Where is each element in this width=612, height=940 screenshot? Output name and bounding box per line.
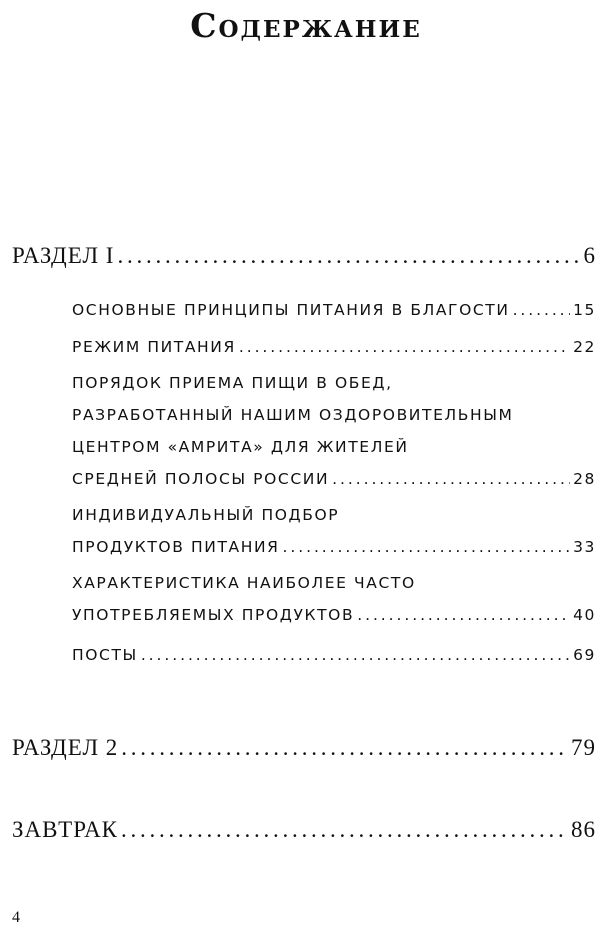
toc-entry-page: 69 [573,646,596,664]
toc-entry-continuation-line: ИНДИВИДУАЛЬНЫЙ ПОДБОР [72,506,340,524]
toc-entry-label: УПОТРЕБЛЯЕМЫХ ПРОДУКТОВ [72,606,355,624]
dot-leader [513,301,571,319]
toc-entry-principles[interactable] [72,301,596,319]
toc-entry-products[interactable] [72,606,596,624]
toc-entry-page: 22 [573,338,596,356]
toc-entry-label: ПРОДУКТОВ ПИТАНИЯ [72,538,280,556]
toc-entry-individual-selection[interactable] [72,538,596,556]
toc-entry-section-1[interactable] [12,243,596,269]
dot-leader [239,338,570,356]
dot-leader [357,606,570,624]
dot-leader [283,538,571,556]
page-number: 4 [12,909,20,926]
toc-entry-page: 40 [573,606,596,624]
toc-entry-label: ОСНОВНЫЕ ПРИНЦИПЫ ПИТАНИЯ В БЛАГОСТИ [72,301,510,319]
toc-entry-continuation-line: ЦЕНТРОМ «АМРИТА» ДЛЯ ЖИТЕЛЕЙ [72,438,409,456]
page-title: Содержание [190,6,422,45]
toc-entry-lunch-order[interactable] [72,470,596,488]
toc-entry-label: СРЕДНЕЙ ПОЛОСЫ РОССИИ [72,470,330,488]
toc-entry-page: 79 [571,735,596,760]
toc-entry-breakfast[interactable] [12,817,596,843]
toc-entry-label: ЗАВТРАК [12,817,119,842]
dot-leader [121,817,568,843]
toc-entry-section-2[interactable] [12,735,596,761]
toc-entry-continuation-line: ХАРАКТЕРИСТИКА НАИБОЛЕЕ ЧАСТО [72,574,416,592]
toc-entry-page: 28 [573,470,596,488]
toc-entry-label: РАЗДЕЛ I [12,243,115,268]
dot-leader [121,735,568,761]
toc-entry-page: 6 [583,243,596,268]
dot-leader [332,470,570,488]
toc-entry-page: 15 [573,301,596,319]
toc-entry-continuation-line: ПОРЯДОК ПРИЕМА ПИЩИ В ОБЕД, [72,374,393,392]
dot-leader [141,646,570,664]
toc-entry-continuation-line: РАЗРАБОТАННЫЙ НАШИМ ОЗДОРОВИТЕЛЬНЫМ [72,406,514,424]
toc-entry-page: 86 [571,817,596,842]
toc-entry-label: РЕЖИМ ПИТАНИЯ [72,338,236,356]
toc-entry-regime[interactable] [72,338,596,356]
toc-entry-label: РАЗДЕЛ 2 [12,735,119,760]
toc-entry-label: ПОСТЫ [72,646,138,664]
dot-leader [117,243,580,269]
toc-entry-page: 33 [573,538,596,556]
toc-entry-fasts[interactable] [72,646,596,664]
